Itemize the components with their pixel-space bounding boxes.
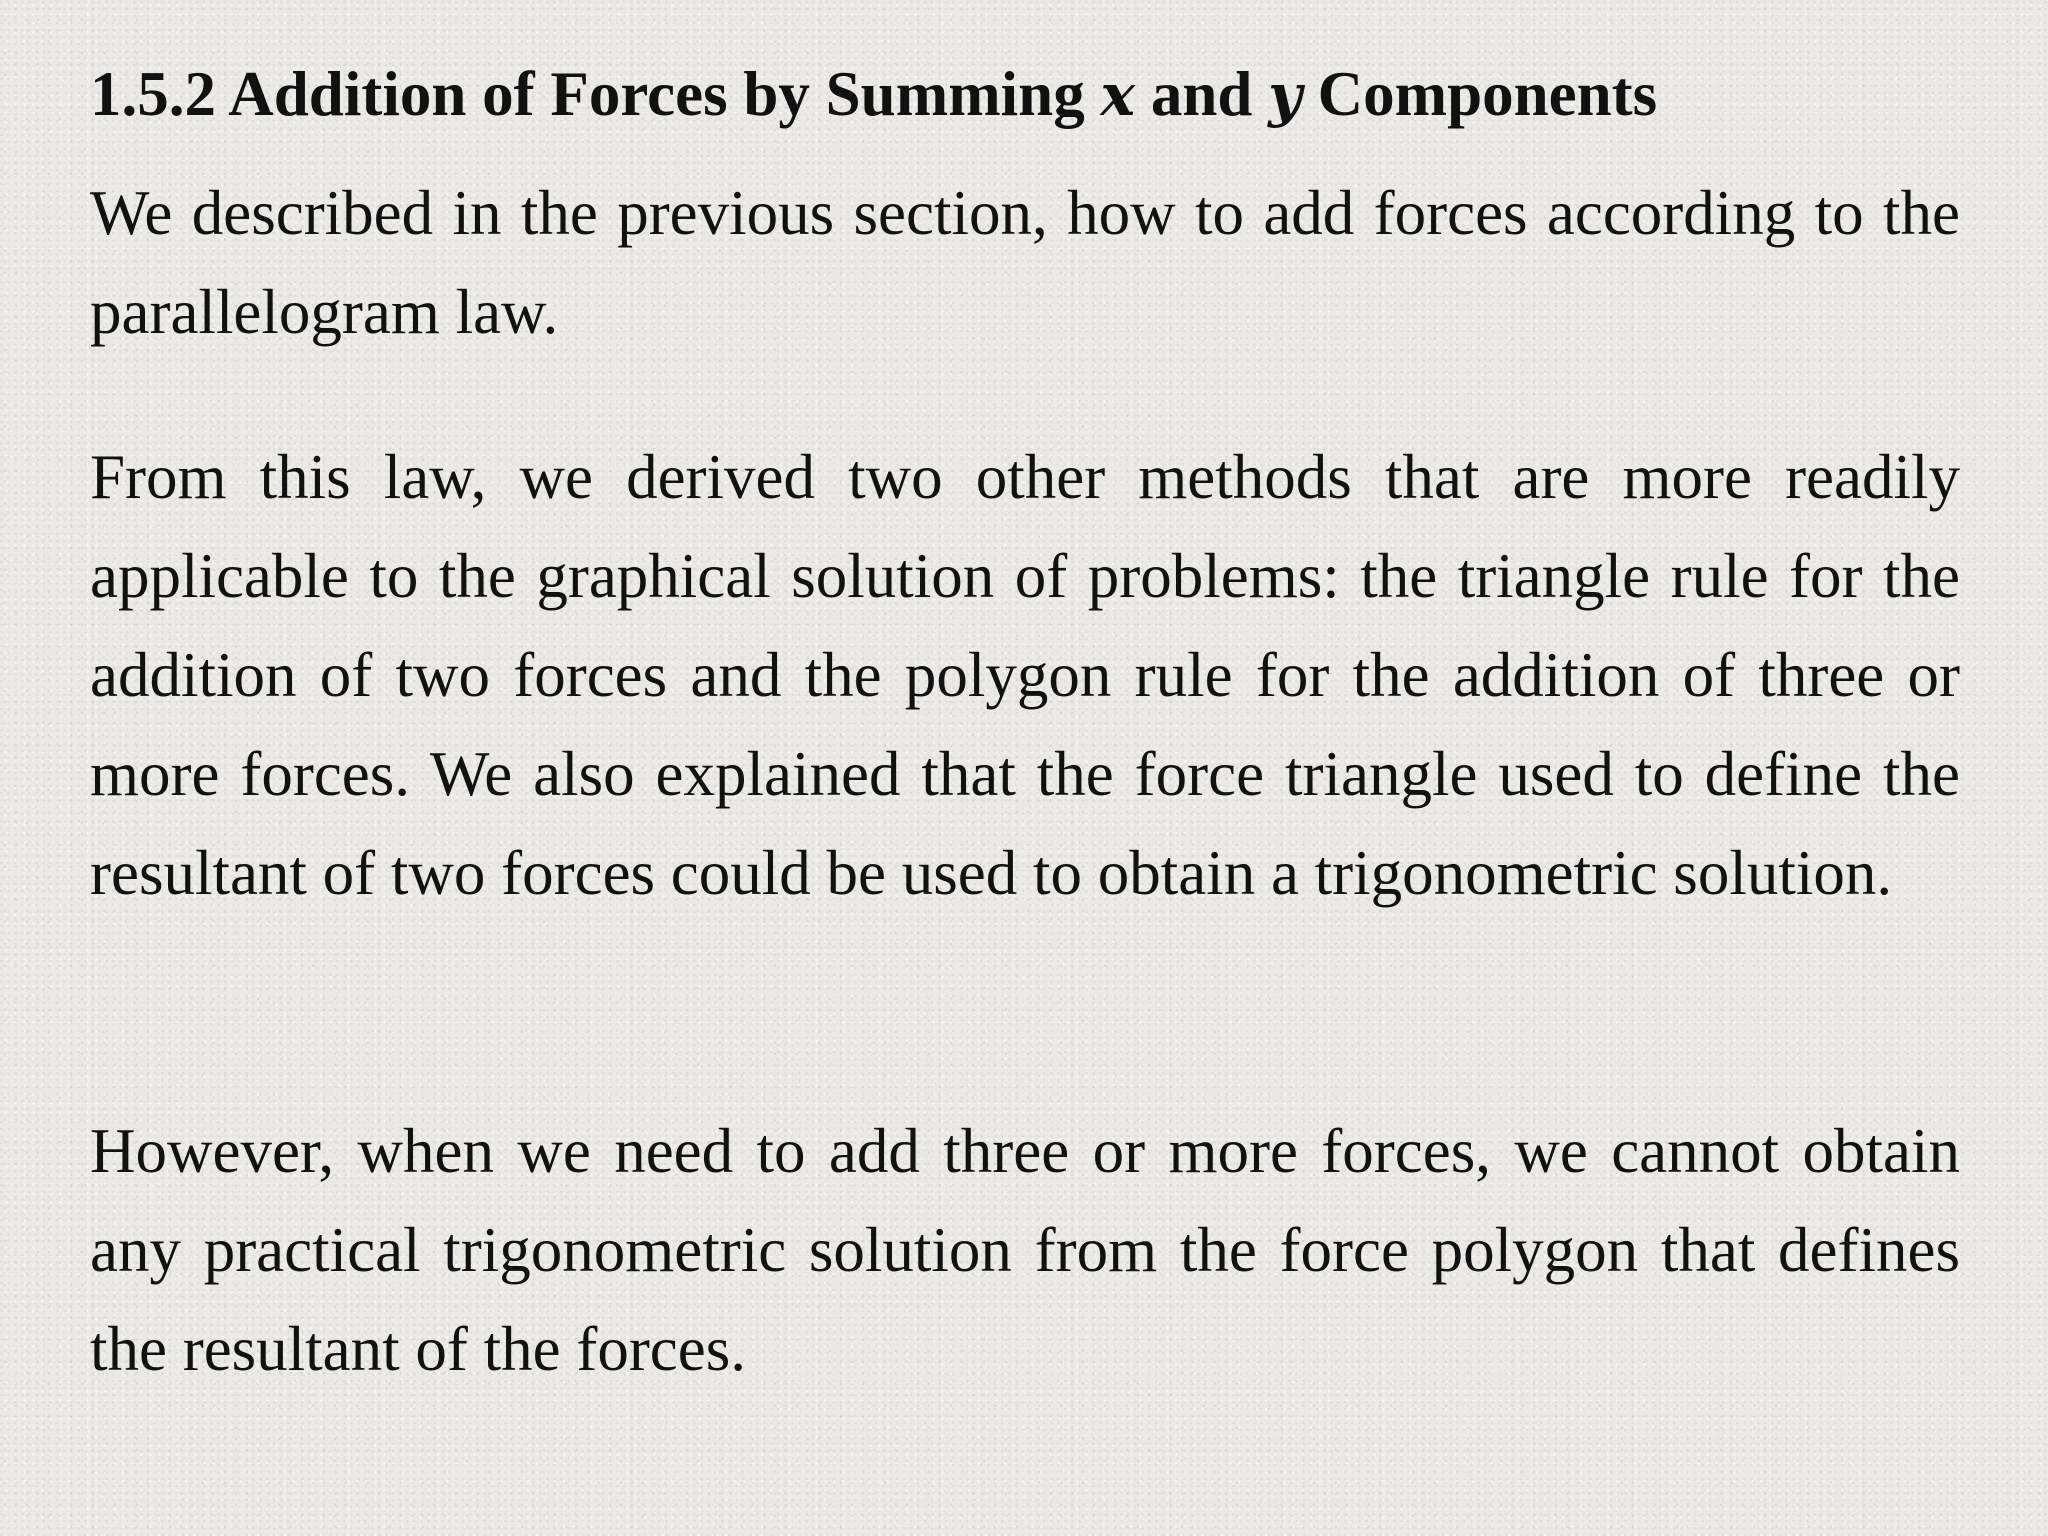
heading-variable-y: y (1268, 61, 1302, 129)
heading-prefix: 1.5.2 Addition of Forces by Summing (90, 59, 1101, 129)
slide (90, 0, 1960, 1536)
paragraph-derived-methods: From this law, we derived two other methods that are more readily applicable to the graphical solution of problems: the triangle rule for the addition of two forces and the polygon rule for the addition of three or more forces. We also explained that the force triangle used to define the resultant of two forces could be used to obtain a trigonometric solution. (90, 442, 1960, 908)
paragraph-three-or-more-forces: However, when we need to add three or more forces, we cannot obtain any practical trigonometric solution from the force polygon that defines the resultant of the forces. (90, 1116, 1960, 1384)
paragraph-parallelogram-law: We described in the previous section, how to add forces according to the parallelogram law. (90, 178, 1960, 347)
section-heading (90, 52, 1960, 137)
heading-middle: and (1135, 59, 1269, 129)
heading-suffix: Components (1301, 59, 1658, 129)
heading-variable-x: x (1100, 61, 1136, 129)
